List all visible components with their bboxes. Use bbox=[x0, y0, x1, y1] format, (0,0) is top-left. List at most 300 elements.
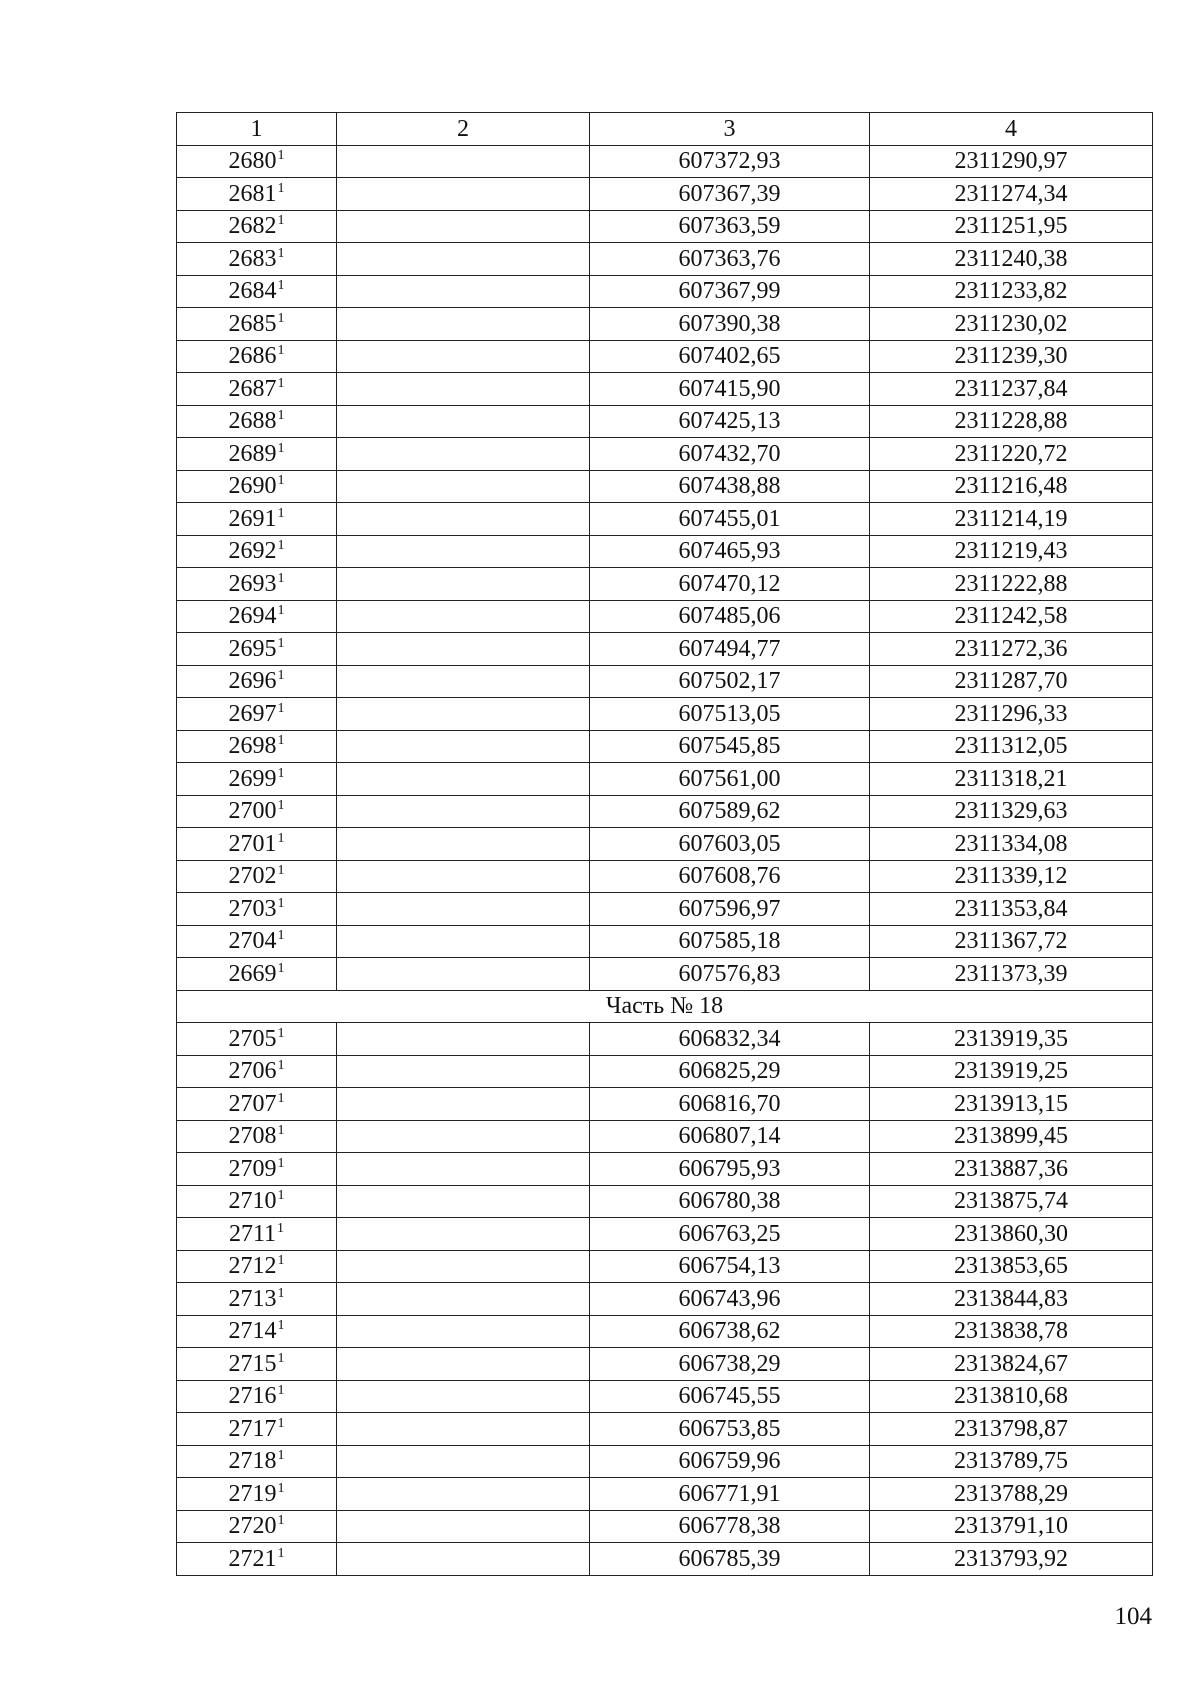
table-row bbox=[177, 1413, 1153, 1446]
x-coordinate-cell: 606763,25 bbox=[590, 1218, 870, 1251]
y-coordinate-cell: 2311318,21 bbox=[870, 763, 1153, 796]
table-row bbox=[177, 698, 1153, 731]
point-number-cell bbox=[177, 210, 337, 243]
point-number: 2706 bbox=[228, 1058, 277, 1085]
x-coordinate-cell: 607372,93 bbox=[590, 145, 870, 178]
point-number-cell bbox=[177, 470, 337, 503]
table-row bbox=[177, 1218, 1153, 1251]
table-row bbox=[177, 243, 1153, 276]
column-2-cell bbox=[337, 438, 590, 471]
y-coordinate-cell: 2313913,15 bbox=[870, 1088, 1153, 1121]
point-number-superscript: 1 bbox=[277, 278, 285, 294]
point-number-cell bbox=[177, 958, 337, 991]
x-coordinate-cell: 607513,05 bbox=[590, 698, 870, 731]
table-row bbox=[177, 1478, 1153, 1511]
page-number: 104 bbox=[1114, 1603, 1152, 1630]
point-number: 2694 bbox=[228, 603, 277, 630]
point-number-cell bbox=[177, 1348, 337, 1381]
x-coordinate-cell: 607425,13 bbox=[590, 405, 870, 438]
x-coordinate-cell: 606807,14 bbox=[590, 1120, 870, 1153]
point-number: 2702 bbox=[228, 863, 277, 890]
column-2-cell bbox=[337, 243, 590, 276]
coordinates-table bbox=[176, 112, 1153, 1576]
point-number-cell bbox=[177, 698, 337, 731]
y-coordinate-cell: 2311220,72 bbox=[870, 438, 1153, 471]
point-number-cell bbox=[177, 308, 337, 341]
table-row bbox=[177, 1185, 1153, 1218]
point-number-superscript: 1 bbox=[277, 1285, 285, 1301]
table-row bbox=[177, 438, 1153, 471]
y-coordinate-cell: 2313824,67 bbox=[870, 1348, 1153, 1381]
x-coordinate-cell: 606780,38 bbox=[590, 1185, 870, 1218]
column-2-cell bbox=[337, 503, 590, 536]
y-coordinate-cell: 2311222,88 bbox=[870, 568, 1153, 601]
y-coordinate-cell: 2311240,38 bbox=[870, 243, 1153, 276]
column-2-cell bbox=[337, 893, 590, 926]
point-number-superscript: 1 bbox=[277, 473, 285, 489]
x-coordinate-cell: 606825,29 bbox=[590, 1055, 870, 1088]
point-number: 2707 bbox=[228, 1090, 277, 1117]
y-coordinate-cell: 2313875,74 bbox=[870, 1185, 1153, 1218]
x-coordinate-cell: 606754,13 bbox=[590, 1250, 870, 1283]
y-coordinate-cell: 2311233,82 bbox=[870, 275, 1153, 308]
point-number-superscript: 1 bbox=[277, 440, 285, 456]
point-number-cell bbox=[177, 535, 337, 568]
y-coordinate-cell: 2311216,48 bbox=[870, 470, 1153, 503]
point-number: 2697 bbox=[228, 700, 277, 727]
point-number-cell bbox=[177, 340, 337, 373]
table-header-row bbox=[177, 113, 1153, 146]
x-coordinate-cell: 607363,76 bbox=[590, 243, 870, 276]
column-2-cell bbox=[337, 1510, 590, 1543]
point-number: 2705 bbox=[228, 1025, 277, 1052]
point-number: 2690 bbox=[228, 473, 277, 500]
point-number: 2683 bbox=[228, 245, 277, 272]
point-number: 2711 bbox=[228, 1220, 277, 1247]
x-coordinate-cell: 607390,38 bbox=[590, 308, 870, 341]
x-coordinate-cell: 607502,17 bbox=[590, 665, 870, 698]
x-coordinate-cell: 606759,96 bbox=[590, 1445, 870, 1478]
point-number-superscript: 1 bbox=[277, 1058, 285, 1074]
x-coordinate-cell: 607589,62 bbox=[590, 795, 870, 828]
y-coordinate-cell: 2311367,72 bbox=[870, 925, 1153, 958]
point-number: 2691 bbox=[228, 505, 277, 532]
point-number-cell bbox=[177, 1218, 337, 1251]
column-2-cell bbox=[337, 1088, 590, 1121]
y-coordinate-cell: 2311230,02 bbox=[870, 308, 1153, 341]
y-coordinate-cell: 2311242,58 bbox=[870, 600, 1153, 633]
point-number-superscript: 1 bbox=[277, 1220, 285, 1236]
point-number-cell bbox=[177, 1250, 337, 1283]
point-number-cell bbox=[177, 860, 337, 893]
x-coordinate-cell: 606738,62 bbox=[590, 1315, 870, 1348]
x-coordinate-cell: 607363,59 bbox=[590, 210, 870, 243]
column-2-cell bbox=[337, 308, 590, 341]
column-2-cell bbox=[337, 1120, 590, 1153]
point-number: 2714 bbox=[228, 1318, 277, 1345]
point-number-superscript: 1 bbox=[277, 343, 285, 359]
table-row bbox=[177, 1120, 1153, 1153]
point-number-superscript: 1 bbox=[277, 1025, 285, 1041]
point-number-superscript: 1 bbox=[277, 570, 285, 586]
point-number-cell bbox=[177, 1543, 337, 1576]
y-coordinate-cell: 2311274,34 bbox=[870, 178, 1153, 211]
table-row bbox=[177, 1445, 1153, 1478]
point-number-superscript: 1 bbox=[277, 148, 285, 164]
column-2-cell bbox=[337, 210, 590, 243]
x-coordinate-cell: 606778,38 bbox=[590, 1510, 870, 1543]
point-number-superscript: 1 bbox=[277, 1545, 285, 1561]
point-number-superscript: 1 bbox=[277, 765, 285, 781]
column-2-cell bbox=[337, 1153, 590, 1186]
point-number-superscript: 1 bbox=[277, 1253, 285, 1269]
point-number: 2689 bbox=[228, 440, 277, 467]
point-number: 2669 bbox=[228, 960, 277, 987]
table-row bbox=[177, 925, 1153, 958]
x-coordinate-cell: 607494,77 bbox=[590, 633, 870, 666]
table-row bbox=[177, 1088, 1153, 1121]
point-number-cell bbox=[177, 1185, 337, 1218]
y-coordinate-cell: 2311312,05 bbox=[870, 730, 1153, 763]
table-row bbox=[177, 665, 1153, 698]
point-number-superscript: 1 bbox=[277, 213, 285, 229]
y-coordinate-cell: 2313838,78 bbox=[870, 1315, 1153, 1348]
y-coordinate-cell: 2313791,10 bbox=[870, 1510, 1153, 1543]
table-row bbox=[177, 470, 1153, 503]
point-number: 2695 bbox=[228, 635, 277, 662]
table-row bbox=[177, 1055, 1153, 1088]
x-coordinate-cell: 607438,88 bbox=[590, 470, 870, 503]
point-number-superscript: 1 bbox=[277, 1188, 285, 1204]
table-row bbox=[177, 1023, 1153, 1056]
x-coordinate-cell: 607455,01 bbox=[590, 503, 870, 536]
x-coordinate-cell: 607585,18 bbox=[590, 925, 870, 958]
point-number: 2703 bbox=[228, 895, 277, 922]
y-coordinate-cell: 2311373,39 bbox=[870, 958, 1153, 991]
table-row bbox=[177, 860, 1153, 893]
x-coordinate-cell: 606771,91 bbox=[590, 1478, 870, 1511]
point-number-cell bbox=[177, 503, 337, 536]
point-number-cell bbox=[177, 828, 337, 861]
point-number: 2715 bbox=[228, 1350, 277, 1377]
y-coordinate-cell: 2311239,30 bbox=[870, 340, 1153, 373]
point-number: 2693 bbox=[228, 570, 277, 597]
point-number-superscript: 1 bbox=[277, 603, 285, 619]
point-number-superscript: 1 bbox=[277, 733, 285, 749]
point-number-cell bbox=[177, 730, 337, 763]
column-2-cell bbox=[337, 1543, 590, 1576]
x-coordinate-cell: 607367,39 bbox=[590, 178, 870, 211]
column-2-cell bbox=[337, 795, 590, 828]
point-number-superscript: 1 bbox=[277, 1350, 285, 1366]
point-number: 2698 bbox=[228, 733, 277, 760]
y-coordinate-cell: 2313919,35 bbox=[870, 1023, 1153, 1056]
table-row bbox=[177, 535, 1153, 568]
point-number-cell bbox=[177, 795, 337, 828]
y-coordinate-cell: 2311287,70 bbox=[870, 665, 1153, 698]
column-2-cell bbox=[337, 568, 590, 601]
y-coordinate-cell: 2313853,65 bbox=[870, 1250, 1153, 1283]
point-number-cell bbox=[177, 1478, 337, 1511]
point-number-superscript: 1 bbox=[277, 538, 285, 554]
column-2-cell bbox=[337, 1380, 590, 1413]
point-number-superscript: 1 bbox=[277, 1155, 285, 1171]
column-2-cell bbox=[337, 730, 590, 763]
column-2-cell bbox=[337, 470, 590, 503]
y-coordinate-cell: 2311329,63 bbox=[870, 795, 1153, 828]
column-2-cell bbox=[337, 600, 590, 633]
column-2-cell bbox=[337, 763, 590, 796]
point-number: 2720 bbox=[228, 1513, 277, 1540]
column-header-3: 3 bbox=[590, 113, 870, 146]
table-row bbox=[177, 1250, 1153, 1283]
x-coordinate-cell: 606816,70 bbox=[590, 1088, 870, 1121]
y-coordinate-cell: 2311339,12 bbox=[870, 860, 1153, 893]
column-2-cell bbox=[337, 405, 590, 438]
point-number-superscript: 1 bbox=[277, 928, 285, 944]
x-coordinate-cell: 607603,05 bbox=[590, 828, 870, 861]
section-row bbox=[177, 990, 1153, 1023]
y-coordinate-cell: 2313844,83 bbox=[870, 1283, 1153, 1316]
point-number-superscript: 1 bbox=[277, 960, 285, 976]
point-number-superscript: 1 bbox=[277, 1448, 285, 1464]
x-coordinate-cell: 607596,97 bbox=[590, 893, 870, 926]
column-2-cell bbox=[337, 1315, 590, 1348]
table-row bbox=[177, 633, 1153, 666]
point-number: 2700 bbox=[228, 798, 277, 825]
point-number-superscript: 1 bbox=[277, 798, 285, 814]
point-number: 2717 bbox=[228, 1415, 277, 1442]
y-coordinate-cell: 2313788,29 bbox=[870, 1478, 1153, 1511]
point-number: 2682 bbox=[228, 213, 277, 240]
table-row bbox=[177, 730, 1153, 763]
point-number-cell bbox=[177, 243, 337, 276]
x-coordinate-cell: 606738,29 bbox=[590, 1348, 870, 1381]
x-coordinate-cell: 607465,93 bbox=[590, 535, 870, 568]
point-number-cell bbox=[177, 275, 337, 308]
point-number-superscript: 1 bbox=[277, 635, 285, 651]
y-coordinate-cell: 2311353,84 bbox=[870, 893, 1153, 926]
column-header-4: 4 bbox=[870, 113, 1153, 146]
point-number-cell bbox=[177, 1120, 337, 1153]
table-row bbox=[177, 340, 1153, 373]
point-number-superscript: 1 bbox=[277, 700, 285, 716]
y-coordinate-cell: 2311290,97 bbox=[870, 145, 1153, 178]
table-row bbox=[177, 145, 1153, 178]
y-coordinate-cell: 2311214,19 bbox=[870, 503, 1153, 536]
point-number-superscript: 1 bbox=[277, 505, 285, 521]
column-2-cell bbox=[337, 1055, 590, 1088]
point-number: 2704 bbox=[228, 928, 277, 955]
point-number-superscript: 1 bbox=[277, 830, 285, 846]
point-number-cell bbox=[177, 925, 337, 958]
point-number-cell bbox=[177, 568, 337, 601]
table-row bbox=[177, 503, 1153, 536]
point-number: 2709 bbox=[228, 1155, 277, 1182]
point-number-superscript: 1 bbox=[277, 863, 285, 879]
point-number-cell bbox=[177, 1380, 337, 1413]
y-coordinate-cell: 2313798,87 bbox=[870, 1413, 1153, 1446]
x-coordinate-cell: 607545,85 bbox=[590, 730, 870, 763]
table-row bbox=[177, 1315, 1153, 1348]
table-row bbox=[177, 828, 1153, 861]
table-row bbox=[177, 1543, 1153, 1576]
point-number-superscript: 1 bbox=[277, 668, 285, 684]
table-row bbox=[177, 178, 1153, 211]
point-number-superscript: 1 bbox=[277, 310, 285, 326]
y-coordinate-cell: 2311228,88 bbox=[870, 405, 1153, 438]
column-2-cell bbox=[337, 1185, 590, 1218]
table-row bbox=[177, 568, 1153, 601]
point-number-cell bbox=[177, 1315, 337, 1348]
point-number-cell bbox=[177, 1023, 337, 1056]
table-row bbox=[177, 958, 1153, 991]
x-coordinate-cell: 607432,70 bbox=[590, 438, 870, 471]
table-row bbox=[177, 795, 1153, 828]
column-header-2: 2 bbox=[337, 113, 590, 146]
x-coordinate-cell: 606832,34 bbox=[590, 1023, 870, 1056]
x-coordinate-cell: 607485,06 bbox=[590, 600, 870, 633]
point-number-superscript: 1 bbox=[277, 375, 285, 391]
point-number: 2687 bbox=[228, 375, 277, 402]
point-number: 2688 bbox=[228, 408, 277, 435]
x-coordinate-cell: 607402,65 bbox=[590, 340, 870, 373]
y-coordinate-cell: 2311272,36 bbox=[870, 633, 1153, 666]
column-2-cell bbox=[337, 633, 590, 666]
y-coordinate-cell: 2313919,25 bbox=[870, 1055, 1153, 1088]
section-title: Часть № 18 bbox=[177, 990, 1153, 1023]
point-number: 2716 bbox=[228, 1383, 277, 1410]
column-2-cell bbox=[337, 1413, 590, 1446]
column-2-cell bbox=[337, 340, 590, 373]
x-coordinate-cell: 607608,76 bbox=[590, 860, 870, 893]
table-row bbox=[177, 1348, 1153, 1381]
point-number-superscript: 1 bbox=[277, 180, 285, 196]
x-coordinate-cell: 606795,93 bbox=[590, 1153, 870, 1186]
point-number-cell bbox=[177, 763, 337, 796]
y-coordinate-cell: 2313810,68 bbox=[870, 1380, 1153, 1413]
point-number: 2719 bbox=[228, 1480, 277, 1507]
y-coordinate-cell: 2313887,36 bbox=[870, 1153, 1153, 1186]
point-number-superscript: 1 bbox=[277, 1513, 285, 1529]
point-number-superscript: 1 bbox=[277, 1090, 285, 1106]
point-number: 2684 bbox=[228, 278, 277, 305]
x-coordinate-cell: 606753,85 bbox=[590, 1413, 870, 1446]
x-coordinate-cell: 607367,99 bbox=[590, 275, 870, 308]
point-number-superscript: 1 bbox=[277, 408, 285, 424]
point-number-cell bbox=[177, 373, 337, 406]
column-2-cell bbox=[337, 958, 590, 991]
point-number: 2713 bbox=[228, 1285, 277, 1312]
column-2-cell bbox=[337, 1023, 590, 1056]
point-number-cell bbox=[177, 1510, 337, 1543]
x-coordinate-cell: 606743,96 bbox=[590, 1283, 870, 1316]
point-number-superscript: 1 bbox=[277, 1318, 285, 1334]
point-number: 2721 bbox=[228, 1545, 277, 1572]
column-2-cell bbox=[337, 860, 590, 893]
point-number: 2699 bbox=[228, 765, 277, 792]
y-coordinate-cell: 2311219,43 bbox=[870, 535, 1153, 568]
point-number: 2696 bbox=[228, 668, 277, 695]
column-2-cell bbox=[337, 1283, 590, 1316]
point-number-cell bbox=[177, 633, 337, 666]
point-number-cell bbox=[177, 1445, 337, 1478]
point-number: 2680 bbox=[228, 148, 277, 175]
table-row bbox=[177, 405, 1153, 438]
x-coordinate-cell: 606785,39 bbox=[590, 1543, 870, 1576]
column-2-cell bbox=[337, 373, 590, 406]
point-number-cell bbox=[177, 893, 337, 926]
y-coordinate-cell: 2311296,33 bbox=[870, 698, 1153, 731]
point-number: 2685 bbox=[228, 310, 277, 337]
point-number-superscript: 1 bbox=[277, 895, 285, 911]
point-number-superscript: 1 bbox=[277, 1383, 285, 1399]
y-coordinate-cell: 2313899,45 bbox=[870, 1120, 1153, 1153]
point-number-cell bbox=[177, 405, 337, 438]
table-body bbox=[177, 113, 1153, 1576]
point-number-cell bbox=[177, 1088, 337, 1121]
point-number-cell bbox=[177, 438, 337, 471]
x-coordinate-cell: 607415,90 bbox=[590, 373, 870, 406]
point-number: 2692 bbox=[228, 538, 277, 565]
table-row bbox=[177, 600, 1153, 633]
table-row bbox=[177, 1510, 1153, 1543]
column-2-cell bbox=[337, 698, 590, 731]
point-number-cell bbox=[177, 145, 337, 178]
y-coordinate-cell: 2313793,92 bbox=[870, 1543, 1153, 1576]
point-number-superscript: 1 bbox=[277, 1415, 285, 1431]
column-2-cell bbox=[337, 145, 590, 178]
point-number: 2686 bbox=[228, 343, 277, 370]
column-2-cell bbox=[337, 925, 590, 958]
y-coordinate-cell: 2313789,75 bbox=[870, 1445, 1153, 1478]
x-coordinate-cell: 607561,00 bbox=[590, 763, 870, 796]
point-number-cell bbox=[177, 1153, 337, 1186]
table-row bbox=[177, 210, 1153, 243]
point-number: 2710 bbox=[228, 1188, 277, 1215]
column-header-1: 1 bbox=[177, 113, 337, 146]
column-2-cell bbox=[337, 665, 590, 698]
x-coordinate-cell: 607576,83 bbox=[590, 958, 870, 991]
point-number-superscript: 1 bbox=[277, 1123, 285, 1139]
table-row bbox=[177, 275, 1153, 308]
point-number-cell bbox=[177, 1413, 337, 1446]
column-2-cell bbox=[337, 1348, 590, 1381]
table-row bbox=[177, 1153, 1153, 1186]
y-coordinate-cell: 2311251,95 bbox=[870, 210, 1153, 243]
column-2-cell bbox=[337, 1478, 590, 1511]
table-row bbox=[177, 763, 1153, 796]
column-2-cell bbox=[337, 535, 590, 568]
table-row bbox=[177, 1283, 1153, 1316]
point-number: 2712 bbox=[228, 1253, 277, 1280]
column-2-cell bbox=[337, 275, 590, 308]
y-coordinate-cell: 2311237,84 bbox=[870, 373, 1153, 406]
point-number-cell bbox=[177, 1283, 337, 1316]
point-number-cell bbox=[177, 600, 337, 633]
column-2-cell bbox=[337, 1250, 590, 1283]
table-row bbox=[177, 1380, 1153, 1413]
point-number: 2681 bbox=[228, 180, 277, 207]
point-number-superscript: 1 bbox=[277, 1480, 285, 1496]
point-number-cell bbox=[177, 178, 337, 211]
point-number-superscript: 1 bbox=[277, 245, 285, 261]
table-row bbox=[177, 308, 1153, 341]
column-2-cell bbox=[337, 178, 590, 211]
table-row bbox=[177, 893, 1153, 926]
column-2-cell bbox=[337, 828, 590, 861]
point-number-cell bbox=[177, 665, 337, 698]
